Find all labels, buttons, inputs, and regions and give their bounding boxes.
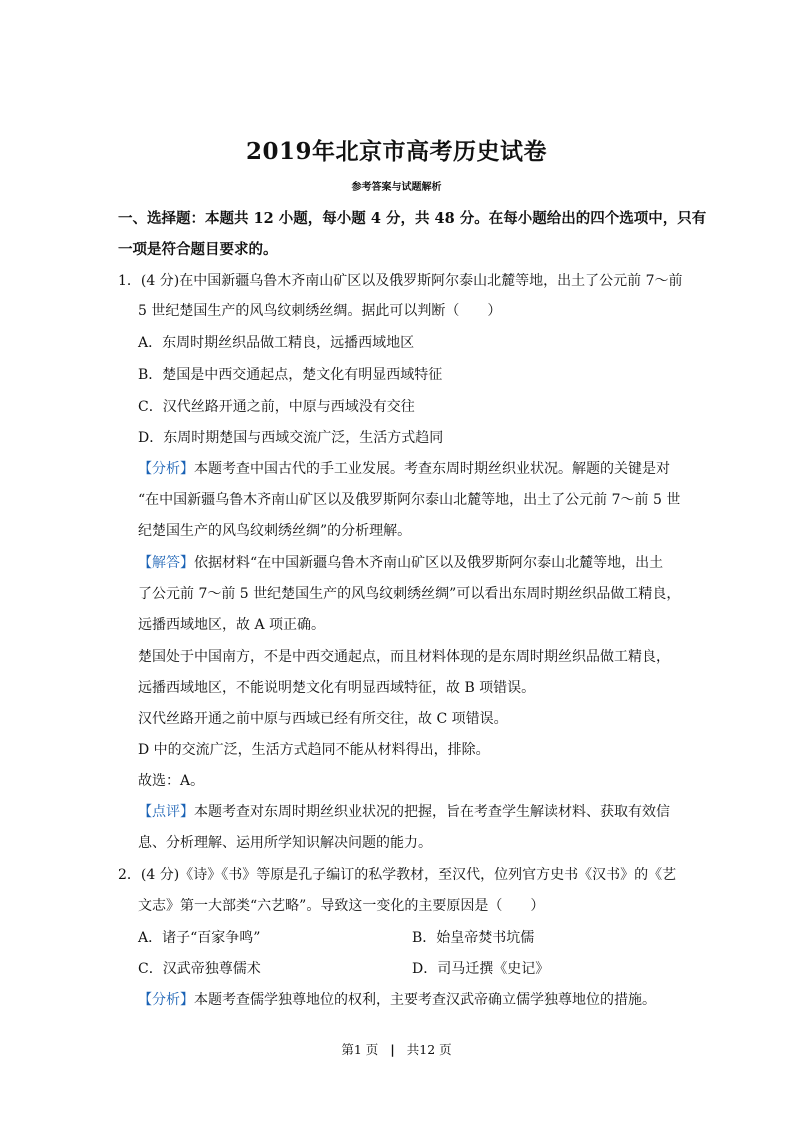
q1-stem-line1: 1．(4 分)在中国新疆乌鲁木齐南山矿区以及俄罗斯阿尔泰山北麓等地，出土了公元前 7～前 xyxy=(118,273,683,289)
page-number: 第1 页 xyxy=(341,1042,379,1057)
q1-analysis-line3: 纪楚国生产的风鸟纹刺绣丝绸”的分析理解。 xyxy=(138,523,412,539)
section-heading-line2: 一项是符合题目要求的。 xyxy=(118,241,278,258)
q2-analysis-tag: 【分析】 xyxy=(138,992,194,1008)
q1-option-a: A．东周时期丝织品做工精良，远播西域地区 xyxy=(138,335,415,351)
page-footer xyxy=(0,1040,793,1058)
document-title: 2019年北京市高考历史试卷 xyxy=(245,138,547,165)
q1-stem-line2: 5 世纪楚国生产的风鸟纹刺绣丝绸。据此可以判断（ ） xyxy=(138,303,502,319)
q2-option-a: A．诸子“百家争鸣” xyxy=(138,930,261,946)
q1-analysis-line2: “在中国新疆乌鲁木齐南山矿区以及俄罗斯阿尔泰山北麓等地，出土了公元前 7～前 5 世 xyxy=(138,492,681,508)
q1-option-c: C．汉代丝路开通之前，中原与西域没有交往 xyxy=(138,399,415,415)
page-total: 共12 页 xyxy=(406,1042,452,1057)
document-subtitle: 参考答案与试题解析 xyxy=(351,182,442,193)
q1-answer-tag: 【解答】 xyxy=(138,555,194,571)
q1-analysis-line1 xyxy=(138,458,670,478)
q1-comment-tag: 【点评】 xyxy=(138,804,194,820)
q2-analysis-line1 xyxy=(138,989,656,1009)
q1-comment-text: 本题考查对东周时期丝织业状况的把握，旨在考查学生解读材料、获取有效信 xyxy=(194,804,670,820)
q1-analysis-tag: 【分析】 xyxy=(138,461,194,477)
q2-analysis-text: 本题考查儒学独尊地位的权利，主要考查汉武帝确立儒学独尊地位的措施。 xyxy=(194,992,656,1008)
section-heading-line1: 一、选择题：本题共 12 小题，每小题 4 分，共 48 分。在每小题给出的四个选项中，只有 xyxy=(118,210,707,227)
q1-answer-line6: 汉代丝路开通之前中原与西域已经有所交往，故 C 项错误。 xyxy=(138,711,508,727)
q2-option-c: C．汉武帝独尊儒术 xyxy=(138,961,261,977)
q2-option-b: B．始皇帝焚书坑儒 xyxy=(412,930,535,946)
q1-comment-line2: 息、分析理解、运用所学知识解决问题的能力。 xyxy=(138,835,432,851)
q2-stem-line2: 文志》第一大部类“六艺略”。导致这一变化的主要原因是（ ） xyxy=(138,898,545,914)
q1-answer-line4: 楚国处于中国南方，不是中西交通起点，而且材料体现的是东周时期丝织品做工精良， xyxy=(138,649,670,665)
q1-answer-line5: 远播西域地区，不能说明楚文化有明显西域特征，故 B 项错误。 xyxy=(138,680,536,696)
q2-option-d: D．司马迁撰《史记》 xyxy=(412,961,550,977)
q1-option-b: B．楚国是中西交通起点，楚文化有明显西域特征 xyxy=(138,367,443,383)
q1-answer-line3: 远播西域地区，故 A 项正确。 xyxy=(138,617,326,633)
q1-comment-line1 xyxy=(138,801,670,821)
q1-answer-line1 xyxy=(138,552,663,572)
footer-separator: | xyxy=(390,1042,395,1057)
q1-answer-choice: 故选：A。 xyxy=(138,773,205,789)
q1-option-d: D．东周时期楚国与西域交流广泛，生活方式趋同 xyxy=(138,430,444,446)
q1-analysis-text: 本题考查中国古代的手工业发展。考查东周时期丝织业状况。解题的关键是对 xyxy=(194,461,670,477)
q1-answer-text: 依据材料“在中国新疆乌鲁木齐南山矿区以及俄罗斯阿尔泰山北麓等地，出土 xyxy=(194,555,664,571)
q1-answer-line2: 了公元前 7～前 5 世纪楚国生产的风鸟纹刺绣丝绸”可以看出东周时期丝织品做工精良， xyxy=(138,586,681,602)
q2-stem-line1: 2．(4 分)《诗》《书》等原是孔子编订的私学教材，至汉代，位列官方史书《汉书》的《艺 xyxy=(118,867,677,883)
q1-answer-line7: D 中的交流广泛，生活方式趋同不能从材料得出，排除。 xyxy=(138,742,490,758)
